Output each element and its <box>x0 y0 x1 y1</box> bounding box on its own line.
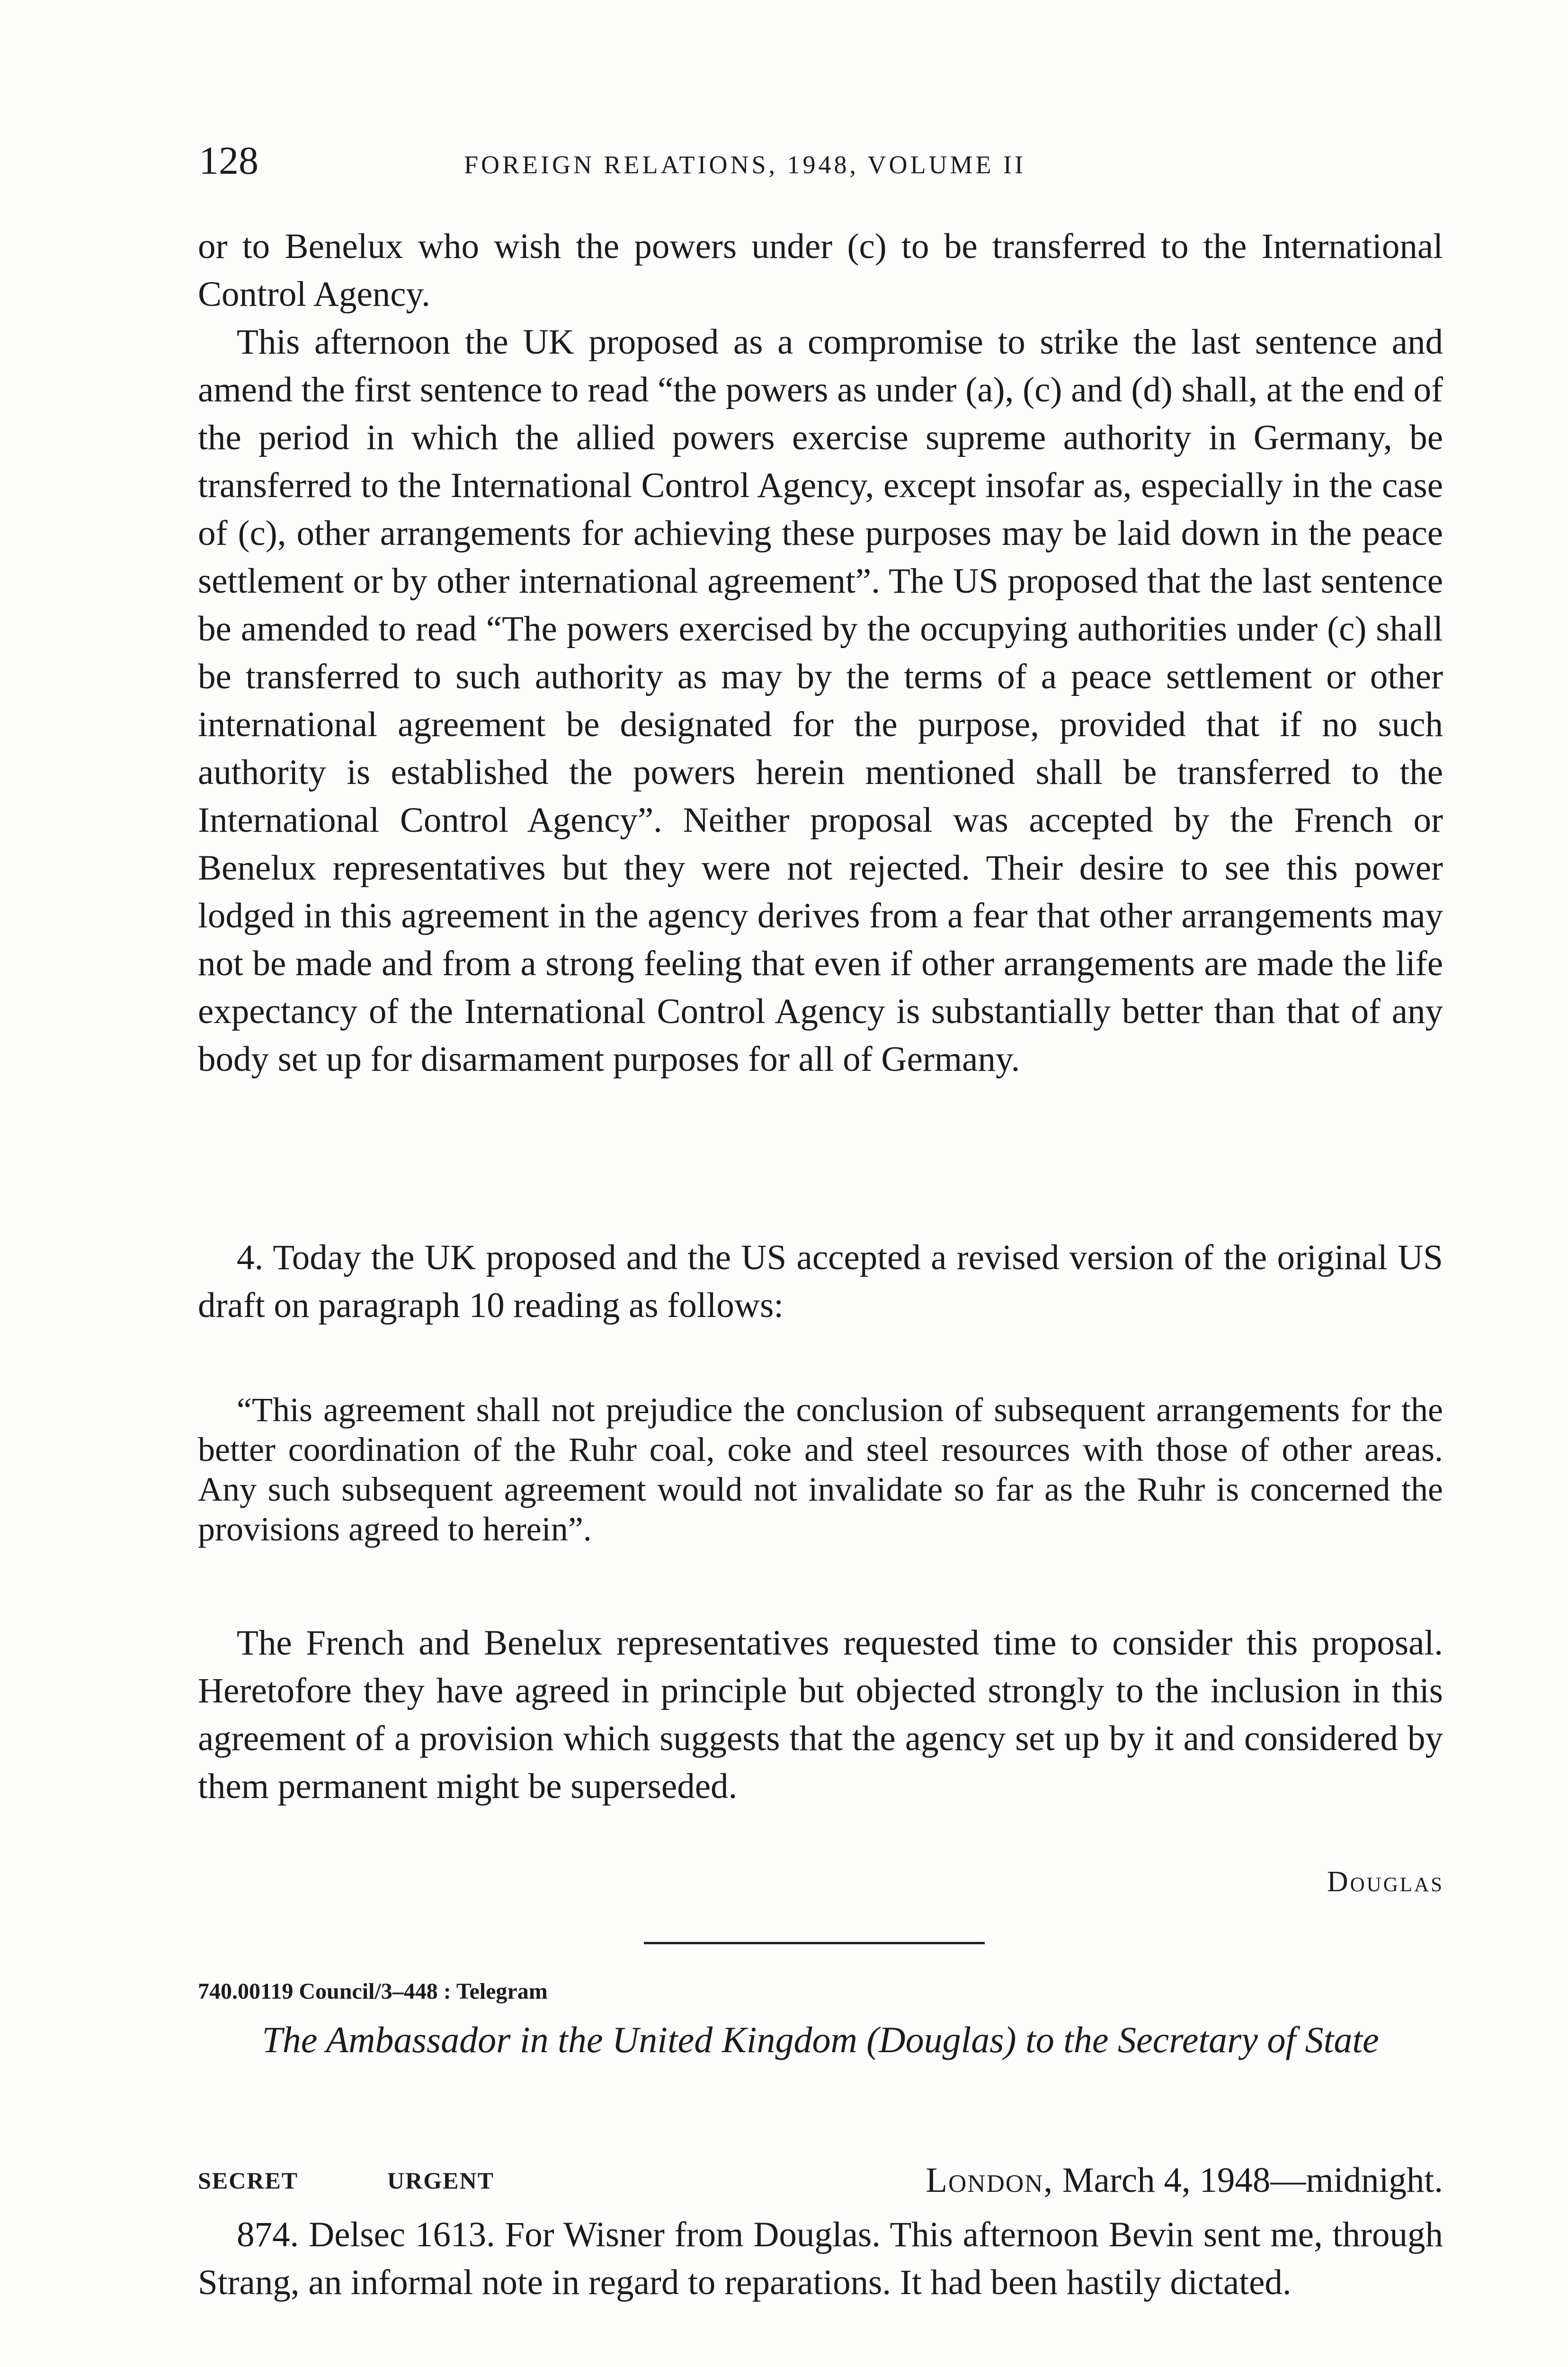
dateline-date: March 4, 1948—midnight. <box>1062 2161 1443 2200</box>
page-header <box>199 135 1444 187</box>
page-number: 128 <box>199 139 258 183</box>
file-reference: 740.00119 Council/3–448 : Telegram <box>198 1979 548 2004</box>
compromise-paragraph: This afternoon the UK proposed as a compromise to strike the last sentence and amend the first sentence to read “the powers as under (a), (c) and (d) shall, at the end of the period in which the allied powers exercise supreme authority in Germany, be transferred to the International Control Agency, except insofar as, especially in the case of (c), other arrangements for achieving these purposes may be laid down in the peace settlement or by other international agreement”. The US proposed that the last sentence be amended to read “The powers exercised by the occupying authorities under (c) shall be transferred to such authority as may by the terms of a peace settlement or other international agreement be designated for the purpose, provided that if no such authority is established the powers herein mentioned shall be transferred to the International Control Agency”. Neither proposal was accepted by the French or Benelux representatives but they were not rejected. Their desire to see this power lodged in this agreement in the agency derives from a fear that other arrangements may not be made and from a strong feeling that even if other arrangements are made the life expectancy of the International Control Agency is substantially better than that of any body set up for disarmament purposes for all of Germany. <box>198 322 1443 1079</box>
document-title: The Ambassador in the United Kingdom (Douglas) to the Secretary of State <box>262 2019 1379 2060</box>
classification-dateline <box>198 2157 1443 2204</box>
dateline-place: London, <box>926 2161 1054 2200</box>
continued-paragraph: or to Benelux who wish the powers under (c) to be transferred to the International Control Agency. <box>198 227 1443 314</box>
running-head: FOREIGN RELATIONS, 1948, VOLUME II <box>464 151 1026 179</box>
telegram-opening: 874. Delsec 1613. For Wisner from Douglas. This afternoon Bevin sent me, through Strang, an informal note in regard to reparations. It had been hastily dictated. <box>198 2215 1443 2302</box>
classification-urgent: URGENT <box>387 2167 494 2194</box>
classification-secret: SECRET <box>198 2167 299 2194</box>
signature: Douglas <box>1327 1866 1444 1898</box>
dateline <box>926 2157 1443 2204</box>
quoted-provision: “This agreement shall not prejudice the conclusion of subsequent arrangements for the better coordination of the Ruhr coal, coke and steel resources with those of other areas. Any such subsequent agreement would not invalidate so far as the Ruhr is concerned the provisions agreed to herein”. <box>198 1391 1443 1548</box>
paragraph-4: 4. Today the UK proposed and the US accepted a revised version of the original US draft on paragraph 10 reading as follows: <box>198 1238 1443 1325</box>
section-divider <box>644 1942 985 1944</box>
french-benelux-paragraph: The French and Benelux representatives requested time to consider this proposal. Heretofore they have agreed in principle but objected strongly to the inclusion in this agreement of a provision which suggests that the agency set up by it and considered by them permanent might be superseded. <box>198 1623 1443 1806</box>
